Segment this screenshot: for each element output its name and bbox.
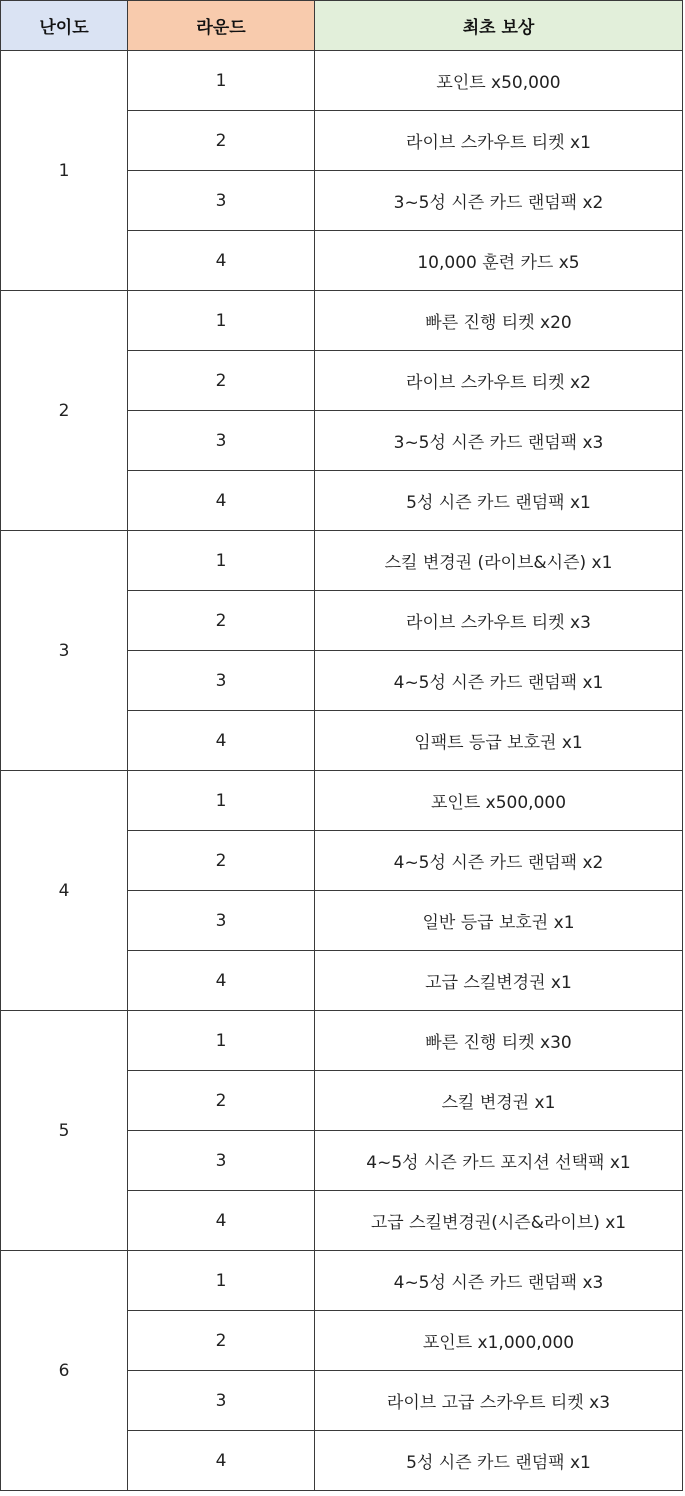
reward-cell: 10,000 훈련 카드 x5 [315,231,683,291]
reward-cell: 라이브 스카우트 티켓 x3 [315,591,683,651]
reward-cell: 포인트 x50,000 [315,51,683,111]
reward-cell: 3~5성 시즌 카드 랜덤팩 x3 [315,411,683,471]
round-cell: 1 [128,531,315,591]
reward-cell: 5성 시즌 카드 랜덤팩 x1 [315,471,683,531]
reward-cell: 4~5성 시즌 카드 랜덤팩 x2 [315,831,683,891]
header-row [1,1,683,51]
reward-cell: 빠른 진행 티켓 x30 [315,1011,683,1071]
round-cell: 3 [128,1371,315,1431]
difficulty-header: 난이도 [1,1,128,51]
table-row [1,1251,683,1311]
round-cell: 3 [128,1131,315,1191]
reward-cell: 5성 시즌 카드 랜덤팩 x1 [315,1431,683,1491]
table-row [1,291,683,351]
round-cell: 3 [128,891,315,951]
round-cell: 2 [128,1311,315,1371]
round-cell: 2 [128,831,315,891]
round-cell: 3 [128,411,315,471]
round-cell: 1 [128,51,315,111]
table-row [1,531,683,591]
reward-cell: 4~5성 시즌 카드 랜덤팩 x3 [315,1251,683,1311]
reward-cell: 빠른 진행 티켓 x20 [315,291,683,351]
round-cell: 2 [128,351,315,411]
reward-cell: 스킬 변경권 x1 [315,1071,683,1131]
round-cell: 4 [128,951,315,1011]
round-cell: 1 [128,291,315,351]
reward-cell: 고급 스킬변경권(시즌&라이브) x1 [315,1191,683,1251]
table-row [1,1011,683,1071]
reward-header: 최초 보상 [315,1,683,51]
reward-cell: 스킬 변경권 (라이브&시즌) x1 [315,531,683,591]
round-cell: 1 [128,1251,315,1311]
difficulty-cell: 5 [1,1011,128,1251]
round-cell: 2 [128,591,315,651]
table-row [1,771,683,831]
difficulty-cell: 2 [1,291,128,531]
difficulty-cell: 3 [1,531,128,771]
round-cell: 1 [128,1011,315,1071]
round-cell: 2 [128,1071,315,1131]
reward-cell: 4~5성 시즌 카드 랜덤팩 x1 [315,651,683,711]
round-cell: 3 [128,171,315,231]
reward-cell: 고급 스킬변경권 x1 [315,951,683,1011]
reward-cell: 라이브 스카우트 티켓 x1 [315,111,683,171]
round-cell: 1 [128,771,315,831]
round-header: 라운드 [128,1,315,51]
difficulty-cell: 6 [1,1251,128,1491]
difficulty-cell: 4 [1,771,128,1011]
round-cell: 4 [128,231,315,291]
reward-cell: 3~5성 시즌 카드 랜덤팩 x2 [315,171,683,231]
table-row [1,51,683,111]
round-cell: 2 [128,111,315,171]
difficulty-cell: 1 [1,51,128,291]
round-cell: 3 [128,651,315,711]
reward-cell: 일반 등급 보호권 x1 [315,891,683,951]
reward-cell: 라이브 스카우트 티켓 x2 [315,351,683,411]
round-cell: 4 [128,1191,315,1251]
reward-cell: 포인트 x500,000 [315,771,683,831]
reward-cell: 라이브 고급 스카우트 티켓 x3 [315,1371,683,1431]
round-cell: 4 [128,471,315,531]
round-cell: 4 [128,711,315,771]
round-cell: 4 [128,1431,315,1491]
reward-cell: 포인트 x1,000,000 [315,1311,683,1371]
reward-cell: 4~5성 시즌 카드 포지션 선택팩 x1 [315,1131,683,1191]
reward-table-body [1,51,683,1491]
reward-cell: 임팩트 등급 보호권 x1 [315,711,683,771]
